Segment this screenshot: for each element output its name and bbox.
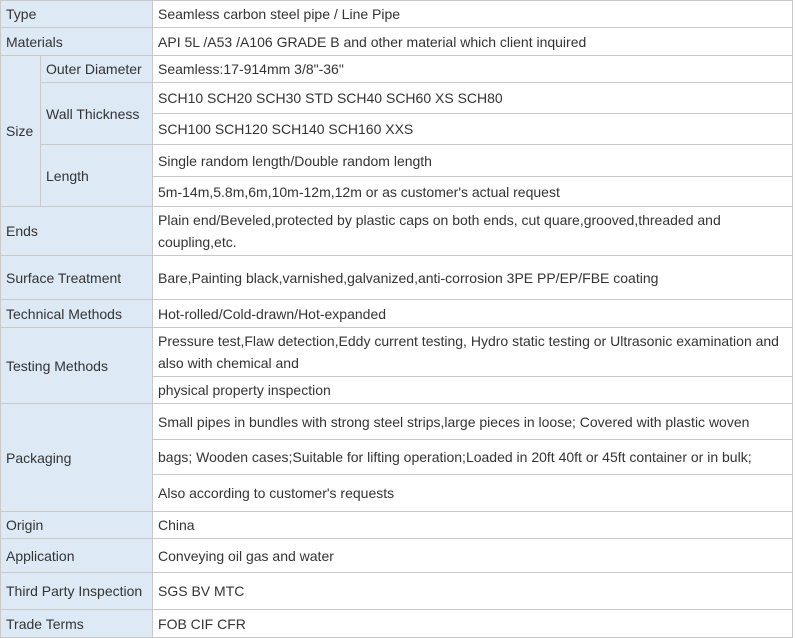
value-origin: China [153, 512, 793, 539]
value-ends: Plain end/Beveled,protected by plastic caps on both ends, cut quare,grooved,threaded and coupling,etc. [153, 207, 793, 256]
label-materials: Materials [1, 28, 153, 56]
value-length-2: 5m-14m,5.8m,6m,10m-12m,12m or as customer's actual request [153, 177, 793, 207]
label-testing-methods: Testing Methods [1, 328, 153, 404]
value-packaging-3: Also according to customer's requests [153, 475, 793, 512]
row-application [1, 539, 793, 573]
label-third-party-inspection: Third Party Inspection [1, 573, 153, 610]
label-size: Size [1, 56, 41, 207]
value-length-1: Single random length/Double random length [153, 145, 793, 177]
value-third-party-inspection: SGS BV MTC [153, 573, 793, 610]
row-type [1, 1, 793, 28]
row-packaging-1 [1, 404, 793, 440]
value-trade-terms: FOB CIF CFR [153, 610, 793, 638]
label-application: Application [1, 539, 153, 573]
row-wall-thickness-1 [1, 83, 793, 114]
row-materials [1, 28, 793, 56]
value-wall-thickness-1: SCH10 SCH20 SCH30 STD SCH40 SCH60 XS SCH80 [153, 83, 793, 114]
row-outer-diameter [1, 56, 793, 83]
label-surface-treatment: Surface Treatment [1, 256, 153, 300]
value-packaging-2: bags; Wooden cases;Suitable for lifting operation;Loaded in 20ft 40ft or 45ft container or in bulk; [153, 440, 793, 475]
row-third-party-inspection [1, 573, 793, 610]
row-ends [1, 207, 793, 256]
label-outer-diameter: Outer Diameter [41, 56, 153, 83]
row-surface-treatment [1, 256, 793, 300]
label-technical-methods: Technical Methods [1, 300, 153, 328]
value-wall-thickness-2: SCH100 SCH120 SCH140 SCH160 XXS [153, 114, 793, 145]
label-length: Length [41, 145, 153, 207]
value-materials: API 5L /A53 /A106 GRADE B and other material which client inquired [153, 28, 793, 56]
value-type: Seamless carbon steel pipe / Line Pipe [153, 1, 793, 28]
label-wall-thickness: Wall Thickness [41, 83, 153, 145]
value-technical-methods: Hot-rolled/Cold-drawn/Hot-expanded [153, 300, 793, 328]
value-outer-diameter: Seamless:17-914mm 3/8"-36" [153, 56, 793, 83]
row-origin [1, 512, 793, 539]
row-trade-terms [1, 610, 793, 638]
label-ends: Ends [1, 207, 153, 256]
label-origin: Origin [1, 512, 153, 539]
label-packaging: Packaging [1, 404, 153, 512]
value-surface-treatment: Bare,Painting black,varnished,galvanized,anti-corrosion 3PE PP/EP/FBE coating [153, 256, 793, 300]
value-testing-methods-1: Pressure test,Flaw detection,Eddy current testing, Hydro static testing or Ultrasonic examination and also with chemical and [153, 328, 793, 377]
label-trade-terms: Trade Terms [1, 610, 153, 638]
label-type: Type [1, 1, 153, 28]
value-packaging-1: Small pipes in bundles with strong steel strips,large pieces in loose; Covered with plastic woven [153, 404, 793, 440]
value-application: Conveying oil gas and water [153, 539, 793, 573]
row-technical-methods [1, 300, 793, 328]
value-testing-methods-2: physical property inspection [153, 377, 793, 404]
row-testing-methods-1 [1, 328, 793, 377]
row-length-1 [1, 145, 793, 177]
